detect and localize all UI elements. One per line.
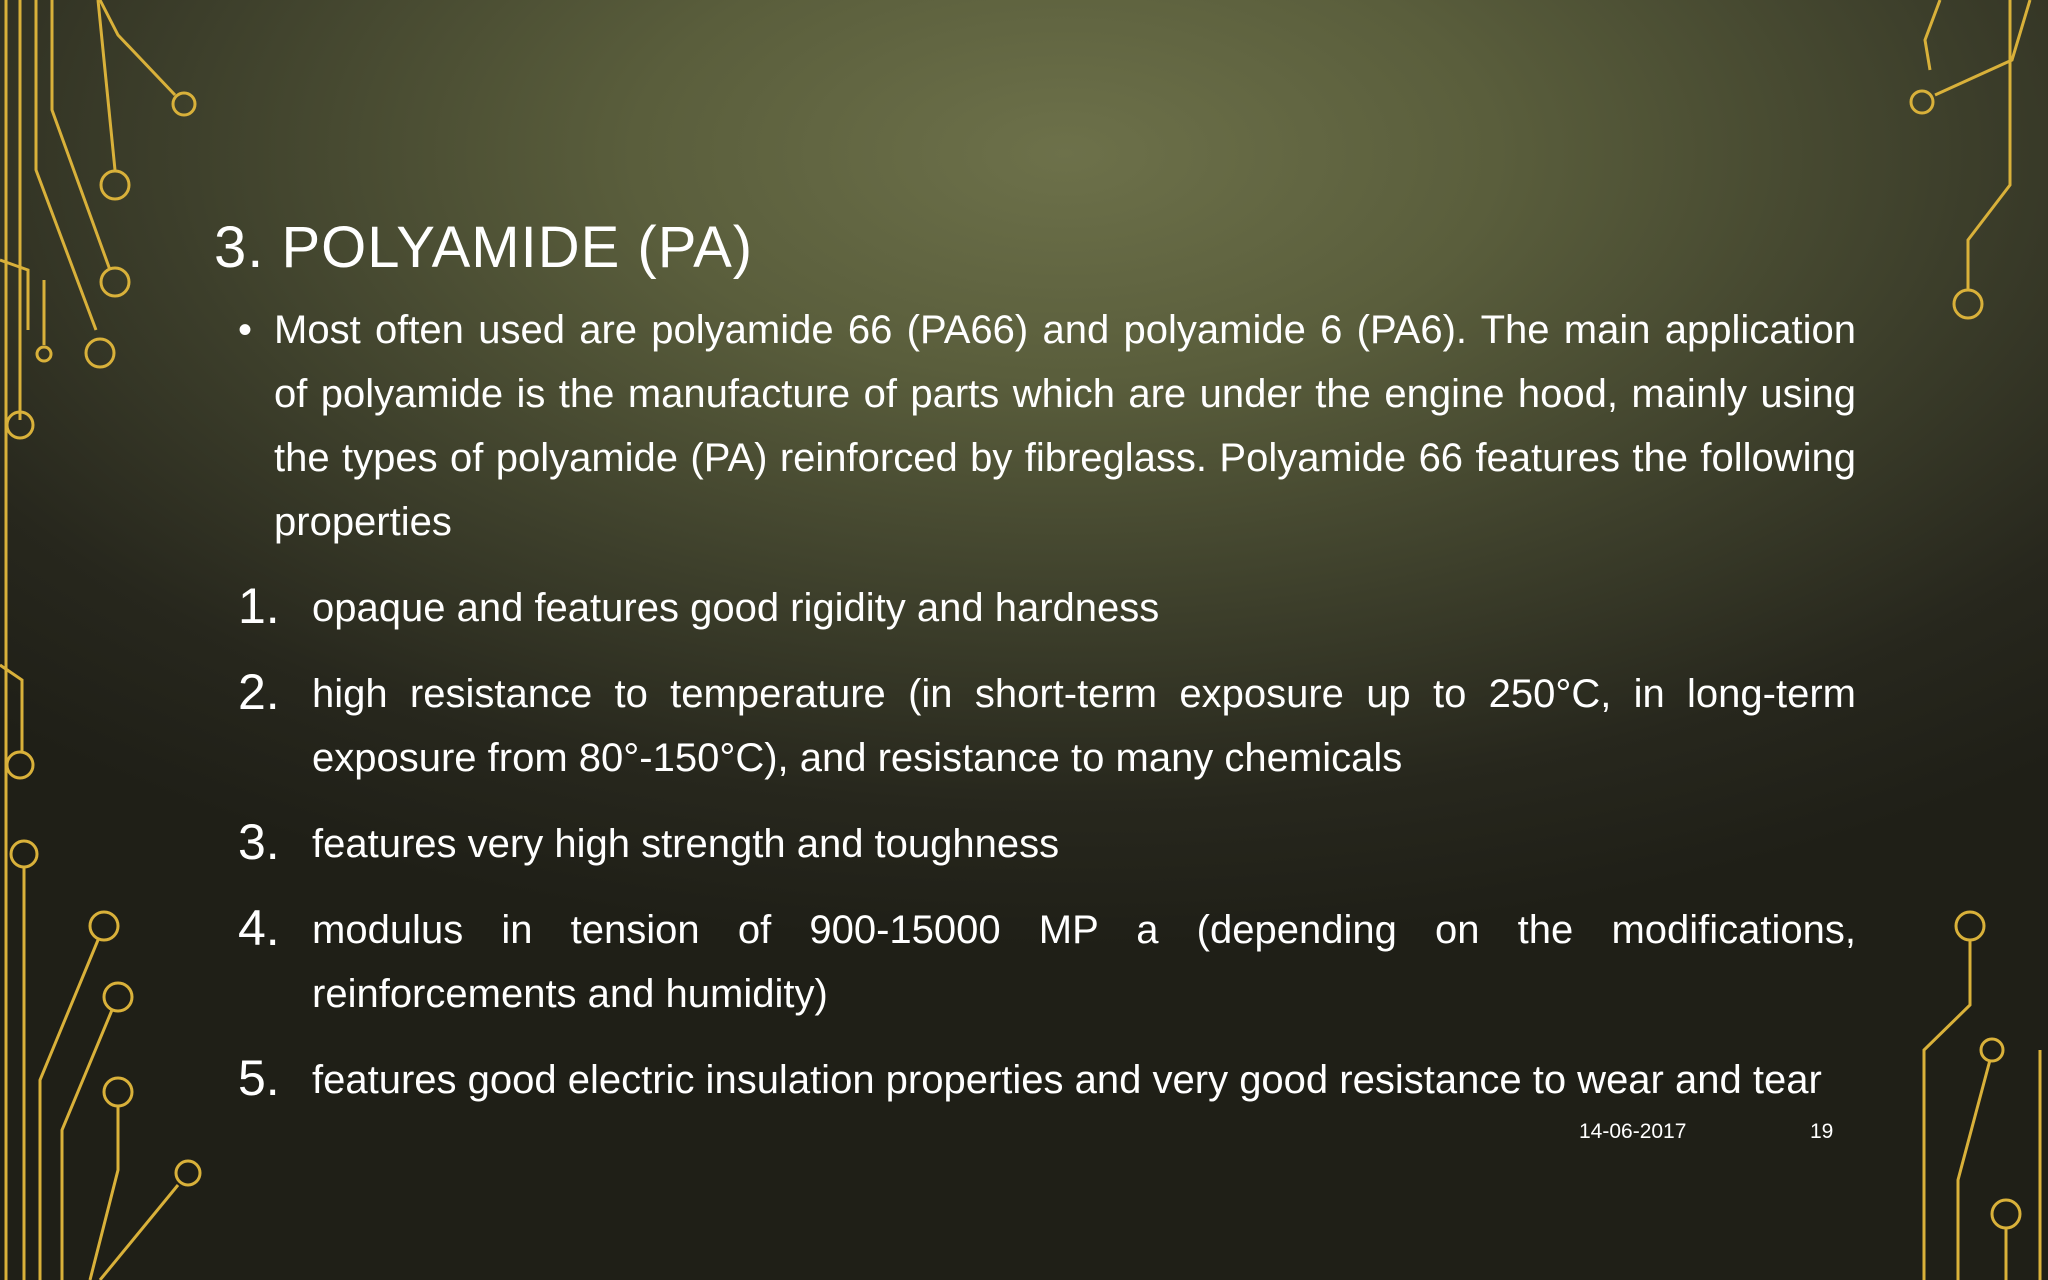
list-item — [238, 898, 1856, 1026]
list-item-text: opaque and features good rigidity and hardness — [312, 586, 1160, 630]
circuit-line — [1935, 0, 2030, 95]
list-item-text: features very high strength and toughness — [312, 822, 1060, 866]
circuit-node — [11, 841, 37, 867]
circuit-node — [176, 1161, 200, 1185]
list-number: 4. — [238, 900, 280, 956]
circuit-line — [62, 1010, 112, 1280]
list-item-text: modulus in tension of 900-15000 MP a (depending on the modifications, reinforcements and humidity) — [312, 908, 1856, 1016]
circuit-line — [36, 0, 96, 330]
circuit-node — [90, 912, 118, 940]
circuit-node — [1954, 290, 1982, 318]
circuit-node — [37, 347, 51, 361]
circuit-node — [104, 1078, 132, 1106]
circuit-node — [104, 983, 132, 1011]
list-item-text: high resistance to temperature (in short-term exposure up to 250°C, in long-term exposure from 80°-150°C), and resistance to many chemicals — [312, 672, 1856, 780]
list-number: 2. — [238, 664, 280, 720]
circuit-node — [101, 268, 129, 296]
slide-content — [238, 298, 1856, 1134]
circuit-line — [1925, 0, 1940, 70]
circuit-node — [1981, 1039, 2003, 1061]
circuit-line — [1924, 940, 1970, 1280]
bullet-paragraph — [238, 298, 1856, 554]
list-number: 5. — [238, 1050, 280, 1106]
circuit-node — [1956, 912, 1984, 940]
page-number: 19 — [1810, 1120, 1834, 1143]
list-item — [238, 812, 1856, 876]
circuit-line — [100, 0, 175, 95]
circuit-line — [0, 665, 22, 752]
list-number: 1. — [238, 578, 280, 634]
circuit-node — [86, 339, 114, 367]
list-item — [238, 662, 1856, 790]
list-number: 3. — [238, 814, 280, 870]
list-item-text: features good electric insulation properties and very good resistance to wear and tear — [312, 1058, 1822, 1102]
circuit-line — [0, 260, 28, 330]
circuit-line — [100, 1185, 178, 1280]
circuit-node — [7, 752, 33, 778]
circuit-line — [98, 0, 115, 170]
circuit-line — [1968, 0, 2010, 290]
circuit-line — [52, 0, 110, 270]
slide-title: 3. POLYAMIDE (PA) — [214, 215, 754, 280]
circuit-node — [1992, 1200, 2020, 1228]
circuit-node — [173, 93, 195, 115]
bullet-text: Most often used are polyamide 66 (PA66) and polyamide 6 (PA6). The main application of polyamide is the manufacture of parts which are under the engine hood, mainly using the types of polyamide (PA) reinforced by fibreglass. Polyamide 66 features the following properties — [274, 308, 1856, 544]
circuit-line — [40, 940, 98, 1280]
footer-date: 14-06-2017 — [1579, 1120, 1687, 1143]
circuit-node — [1911, 91, 1933, 113]
list-item — [238, 576, 1856, 640]
circuit-node — [101, 171, 129, 199]
list-item — [238, 1048, 1856, 1112]
circuit-line — [1958, 1060, 1990, 1280]
circuit-node — [7, 412, 33, 438]
bullet-dot-icon: • — [238, 308, 253, 352]
circuit-line — [90, 1105, 118, 1280]
properties-list — [238, 576, 1856, 1112]
